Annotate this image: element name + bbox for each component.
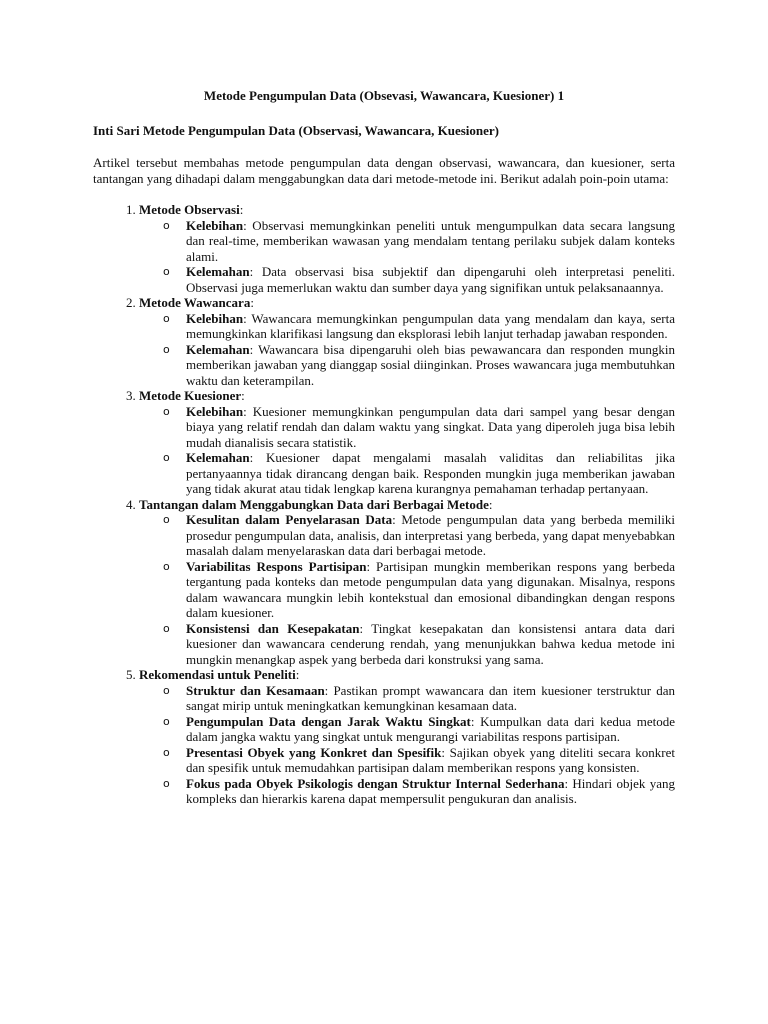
bullet-icon: o: [163, 513, 170, 526]
term-label: Kelemahan: [186, 264, 250, 279]
document-subtitle: Inti Sari Metode Pengumpulan Data (Observasi, Wawancara, Kuesioner): [93, 123, 500, 138]
document-title: Metode Pengumpulan Data (Obsevasi, Wawancara, Kuesioner) 1: [203, 88, 565, 103]
section-colon: :: [250, 295, 254, 310]
sub-list-item: [163, 775, 675, 807]
term-label: Kelebihan: [186, 310, 244, 326]
term-label: Presentasi Obyek yang Konkret dan Spesifik: [186, 744, 442, 760]
sub-list-item: [163, 713, 675, 745]
section-colon: :: [295, 667, 300, 682]
bullet-icon: o: [163, 218, 170, 232]
bullet-icon: o: [163, 776, 170, 790]
sub-list-item: [163, 620, 676, 668]
term-label: Konsistensi dan Kesepakatan: [186, 620, 360, 636]
sub-list-item: [163, 264, 675, 295]
term-description: : Wawancara memungkinkan pengumpulan data yang mendalam dan kaya, serta memungkinkan klarifikasi langsung dan eksplorasi lebih lanjut terhadap jawaban responden.: [186, 310, 675, 341]
term-description: : Pastikan prompt wawancara dan item kuesioner terstruktur dan sangat mirip untuk meningkatkan kemungkinan kesamaan data.: [186, 682, 675, 713]
numbered-list: [93, 202, 675, 807]
sub-list-item: [163, 310, 675, 342]
section-heading: Metode Kuesioner: [139, 388, 242, 403]
bullet-icon: o: [163, 714, 170, 728]
section-heading: Rekomendasi untuk Peneliti: [139, 667, 296, 682]
term-label: Kelebihan: [186, 403, 244, 419]
term-label: Fokus pada Obyek Psikologis dengan Struktur Internal Sederhana: [186, 775, 565, 791]
sub-list-item: [163, 744, 676, 776]
section-heading: Metode Wawancara: [139, 295, 251, 310]
sub-list-item: [163, 341, 675, 389]
section-colon: :: [239, 202, 244, 217]
term-description: : Kuesioner memungkinkan pengumpulan data dari sampel yang besar dengan biaya yang relatif rendah dan dalam waktu yang singkat. Data yang diperoleh juga bisa lebih mudah dianalisis secara statistik.: [186, 403, 675, 450]
bullet-icon: o: [163, 265, 170, 278]
term-description: : Partisipan mungkin memberikan respons yang berbeda tergantung pada konteks dan metode pengumpulan data yang digunakan. Misalnya, respons dalam wawancara mungkin lebih kontekstual dan emosional dibandingkan dengan respons dalam kuesioner.: [186, 558, 675, 620]
sub-list: [139, 218, 675, 296]
bullet-icon: o: [163, 621, 170, 635]
list-item-kuesioner: [139, 388, 675, 497]
section-heading: Metode Observasi: [139, 202, 240, 217]
term-label: Pengumpulan Data dengan Jarak Waktu Singkat: [186, 713, 471, 729]
sub-list-item: [163, 512, 675, 559]
section-heading: Tantangan dalam Menggabungkan Data dari Berbagai Metode: [139, 496, 489, 512]
sub-list: [139, 512, 675, 667]
term-label: Kelebihan: [186, 217, 244, 233]
bullet-icon: o: [163, 745, 170, 759]
term-description: : Observasi memungkinkan peneliti untuk mengumpulkan data secara langsung dan real-time, memberikan wawasan yang mendalam tentang perilaku subjek dalam konteks alami.: [186, 217, 675, 264]
section-colon: :: [241, 388, 245, 403]
term-label: Variabilitas Respons Partisipan: [186, 558, 367, 574]
intro-paragraph: Artikel tersebut membahas metode pengumpulan data dengan observasi, wawancara, dan kuesioner, serta tantangan yang dihadapi dalam menggabungkan data dari metode-metode ini. Berikut adalah poin-poin utama:: [93, 155, 675, 186]
sub-list: [139, 404, 675, 497]
term-label: Struktur dan Kesamaan: [186, 682, 325, 698]
bullet-icon: o: [163, 559, 170, 573]
list-item-tantangan: [139, 497, 675, 668]
term-description: : Tingkat kesepakatan dan konsistensi antara data dari kuesioner dan wawancara cenderung rendah, yang menunjukkan bahwa kedua metode ini mungkin menangkap aspek yang berbeda dari konstruksi yang sama.: [186, 620, 676, 667]
bullet-icon: o: [163, 342, 170, 356]
sub-list-item: [163, 682, 675, 714]
bullet-icon: o: [163, 404, 170, 418]
term-label: Kelemahan: [186, 450, 250, 465]
term-label: Kesulitan dalam Penyelarasan Data: [186, 512, 393, 527]
list-item-observasi: [139, 202, 675, 295]
list-item-wawancara: [139, 295, 675, 388]
term-description: : Kuesioner dapat mengalami masalah validitas dan reliabilitas jika pertanyaannya tidak dirancang dengan baik. Responden mungkin juga memberikan jawaban yang tidak akurat atau tidak lengkap karena kurangnya pemahaman terhadap pertanyaan.: [186, 450, 675, 496]
term-description: : Hindari objek yang kompleks dan hierarkis karena dapat mempersulit pengukuran dan analisis.: [186, 775, 675, 806]
sub-list: [139, 683, 675, 807]
list-item-rekomendasi: [139, 667, 675, 807]
term-label: Kelemahan: [186, 341, 250, 357]
term-description: : Sajikan obyek yang diteliti secara konkret dan spesifik untuk memudahkan partisipan dalam memberikan respons yang konsisten.: [186, 744, 676, 775]
bullet-icon: o: [163, 451, 170, 464]
term-description: : Kumpulkan data dari kedua metode dalam jangka waktu yang singkat untuk mengurangi variabilitas respons partisipan.: [186, 713, 675, 744]
sub-list-item: [163, 217, 675, 265]
term-description: : Data observasi bisa subjektif dan dipengaruhi oleh interpretasi peneliti. Observasi juga memerlukan waktu dan sumber daya yang signifikan untuk pelaksanaannya.: [186, 264, 675, 295]
sub-list-item: [163, 558, 675, 621]
bullet-icon: o: [163, 311, 170, 325]
section-colon: :: [488, 496, 493, 512]
sub-list-item: [163, 450, 675, 497]
term-description: : Metode pengumpulan data yang berbeda memiliki prosedur pengumpulan data, analisis, dan interpretasi yang berbeda, yang dapat menyebabkan masalah dalam menyelaraskan data dari berbagai metode.: [186, 512, 675, 558]
sub-list: [139, 311, 675, 389]
term-description: : Wawancara bisa dipengaruhi oleh bias pewawancara dan responden mungkin memberikan jawaban yang dianggap sosial diinginkan. Proses wawancara juga membutuhkan waktu dan keterampilan.: [186, 341, 675, 388]
sub-list-item: [163, 403, 675, 451]
bullet-icon: o: [163, 683, 170, 697]
